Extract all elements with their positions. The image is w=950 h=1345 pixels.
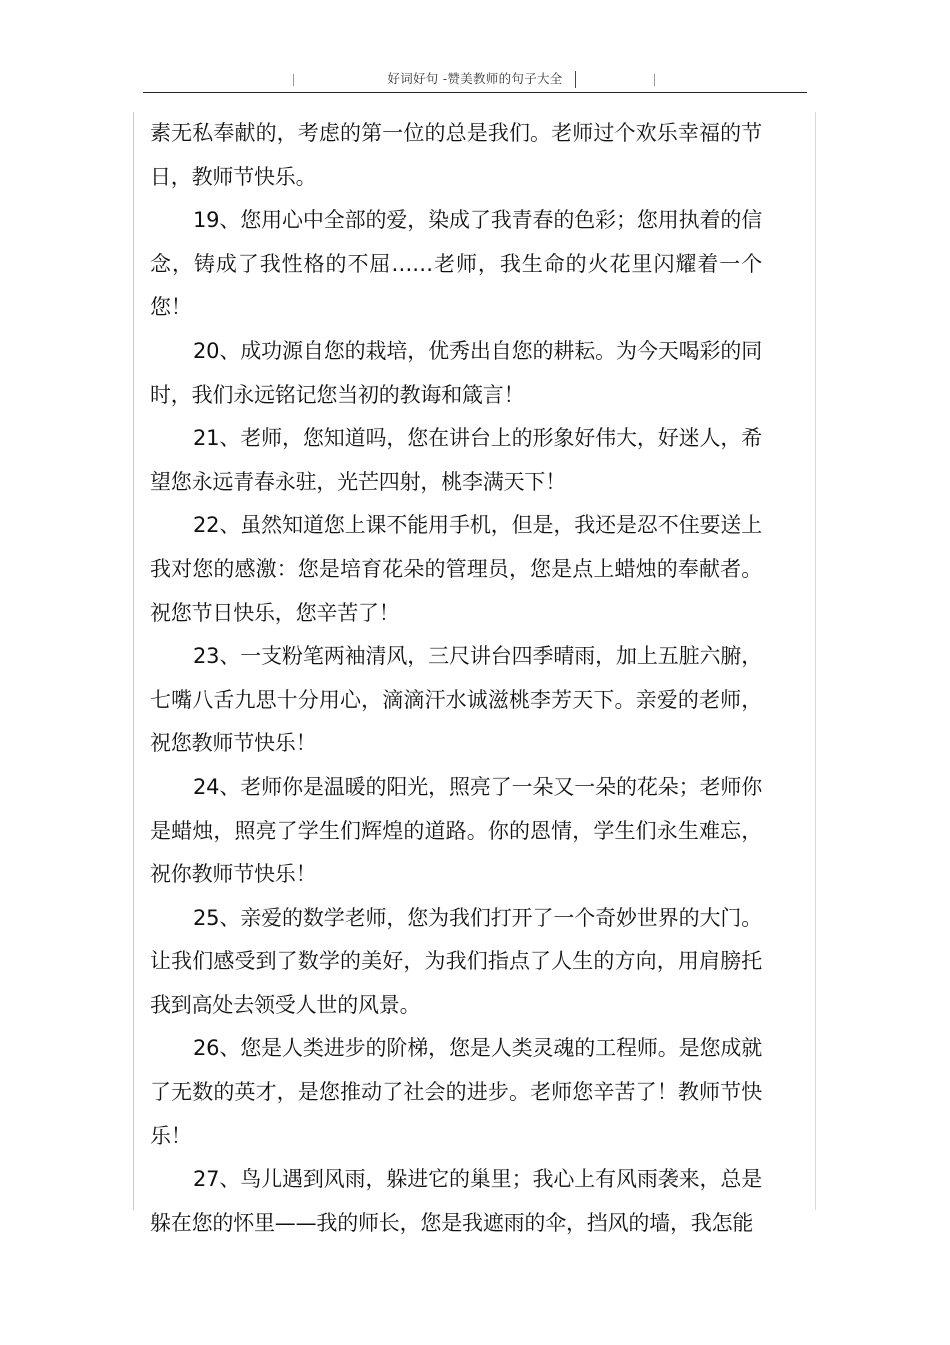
paragraph-19: 19、您用心中全部的爱，染成了我青春的色彩；您用执着的信念，铸成了我性格的不屈……老师，我生命的火花里闪耀着一个您！ xyxy=(150,208,762,320)
left-margin-rule xyxy=(133,112,134,1210)
paragraph-18-continued: 素无私奉献的，考虑的第一位的总是我们。老师过个欢乐幸福的节日，教师节快乐。 xyxy=(150,121,762,189)
right-margin-rule xyxy=(815,112,816,1210)
paragraph-20: 20、成功源自您的栽培，优秀出自您的耕耘。为今天喝彩的同时，我们永远铭记您当初的教诲和箴言！ xyxy=(150,338,762,407)
document-body xyxy=(150,112,762,1245)
paragraph-25: 25、亲爱的数学老师，您为我们打开了一个奇妙世界的大门。让我们感受到了数学的美好，为我们指点了人生的方向，用肩膀托我到高处去领受人世的风景。 xyxy=(150,905,762,1017)
paragraph-26: 26、您是人类进步的阶梯，您是人类灵魂的工程师。是您成就了无数的英才，是您推动了社会的进步。老师您辛苦了！教师节快乐！ xyxy=(150,1036,762,1148)
paragraph-27: 27、鸟儿遇到风雨，躲进它的巢里；我心上有风雨袭来，总是躲在您的怀里——我的师长，您是我遮雨的伞，挡风的墙，我怎能 xyxy=(150,1167,762,1235)
header-tick-mid xyxy=(575,71,576,88)
paragraph-24: 24、老师你是温暖的阳光，照亮了一朵又一朵的花朵；老师你是蜡烛，照亮了学生们辉煌的道路。你的恩情，学生们永生难忘，祝你教师节快乐！ xyxy=(150,774,762,887)
header-tick-right xyxy=(654,74,655,86)
paragraph-21: 21、老师，您知道吗，您在讲台上的形象好伟大，好迷人，希望您永远青春永驻，光芒四射，桃李满天下！ xyxy=(150,426,762,494)
paragraph-22: 22、虽然知道您上课不能用手机，但是，我还是忍不住要送上我对您的感激：您是培育花朵的管理员，您是点上蜡烛的奉献者。祝您节日快乐，您辛苦了！ xyxy=(150,513,762,625)
header-title: 好词好句 -赞美教师的句子大全 xyxy=(387,71,563,86)
paragraph-23: 23、一支粉笔两袖清风，三尺讲台四季晴雨，加上五脏六腑，七嘴八舌九思十分用心，滴滴汗水诚滋桃李芳天下。亲爱的老师，祝您教师节快乐！ xyxy=(150,644,762,756)
page-header xyxy=(143,66,807,93)
